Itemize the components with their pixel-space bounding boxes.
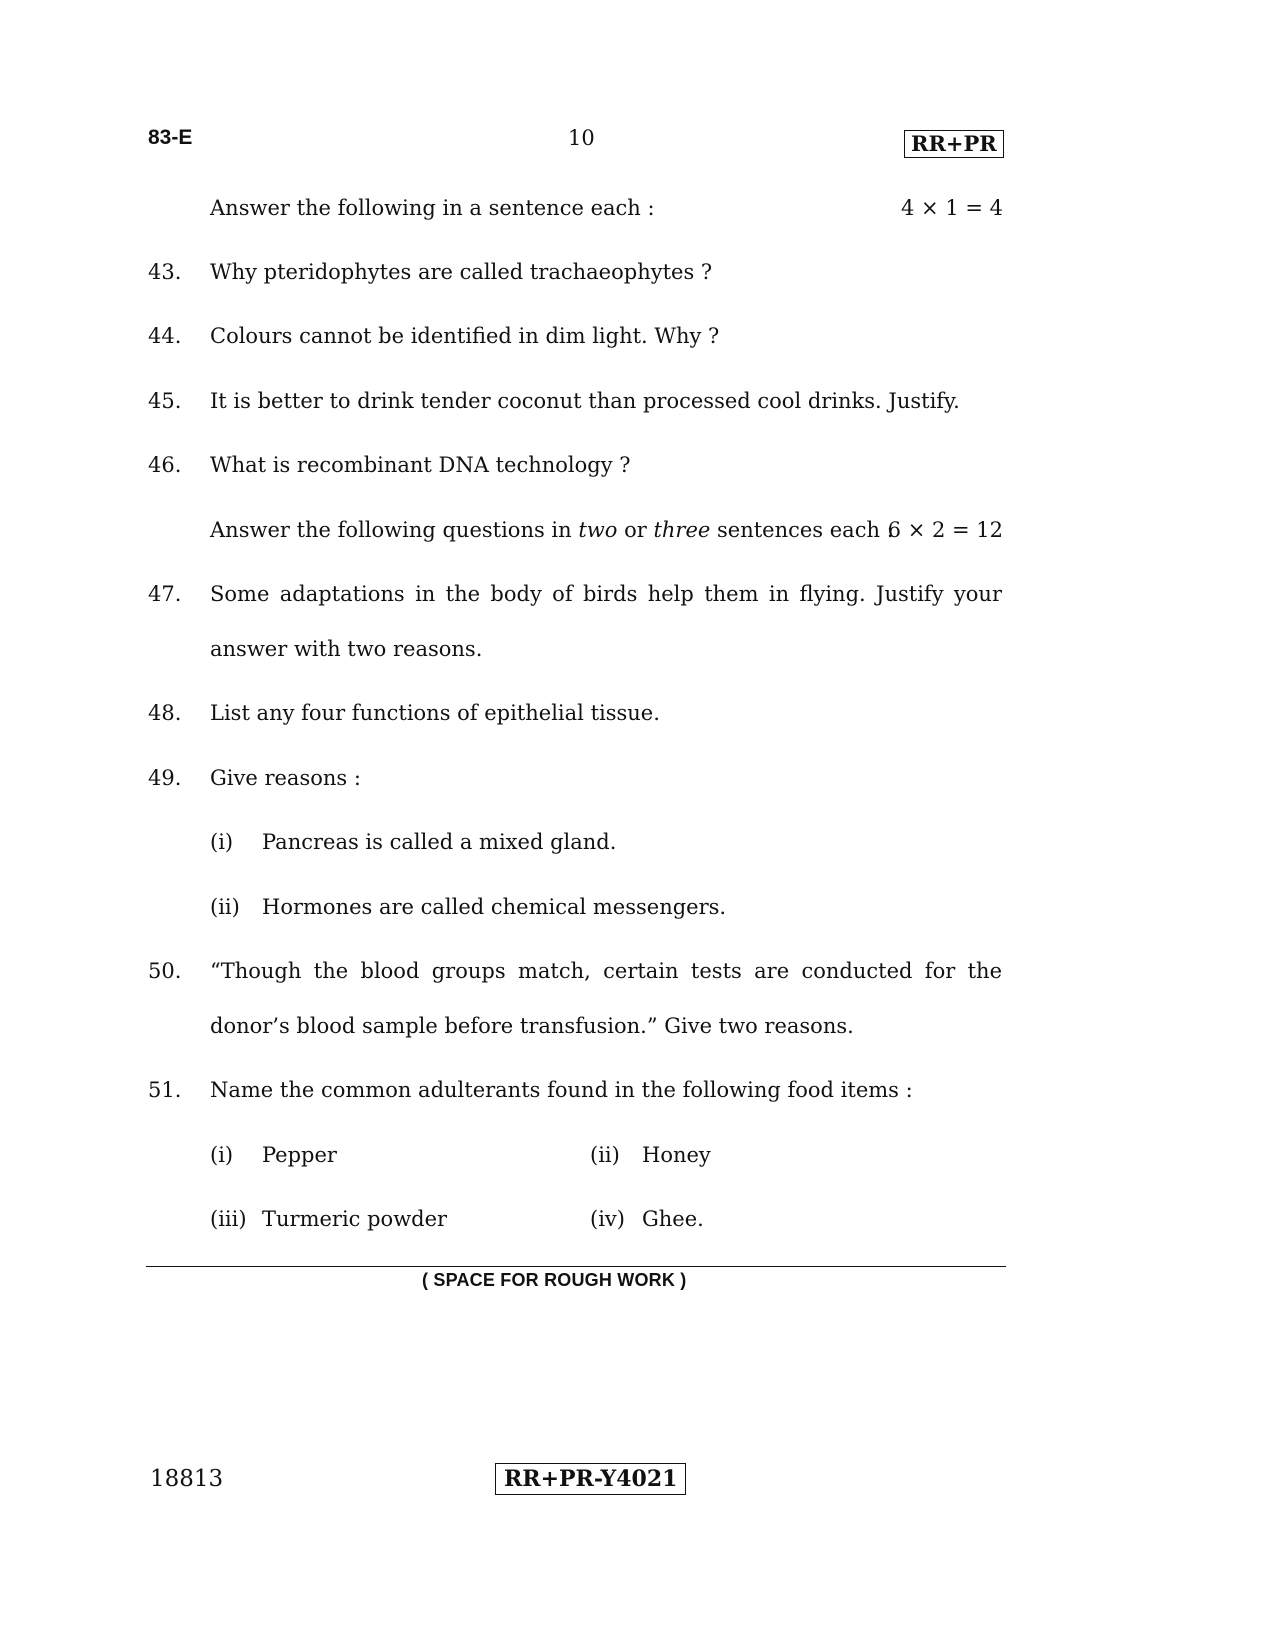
page-number: 10 (568, 126, 595, 150)
sub-item-text: Turmeric powder (262, 1207, 448, 1231)
question-text: It is better to drink tender coconut than processed cool drinks. Justify. (210, 389, 960, 413)
question-number: 45. (148, 389, 182, 413)
instruction-emphasis: two (578, 518, 618, 542)
question-text: Name the common adulterants found in the following food items : (210, 1078, 913, 1102)
question-text: Some adaptations in the body of birds help them in flying. Justify your (210, 582, 1002, 606)
question-text-continuation: answer with two reasons. (210, 637, 483, 661)
sub-item-label: (ii) (590, 1143, 620, 1167)
footer-paper-code: RR+PR-Y4021 (495, 1463, 686, 1495)
question-text: List any four functions of epithelial tissue. (210, 701, 660, 725)
instruction-part: or (617, 518, 654, 542)
question-text: “Though the blood groups match, certain tests are conducted for the (210, 959, 1002, 983)
sub-item-text: Pepper (262, 1143, 337, 1167)
question-number: 46. (148, 453, 182, 477)
sub-item-text: Honey (642, 1143, 711, 1167)
instruction-part: Answer the following questions in (210, 518, 579, 542)
question-number: 47. (148, 582, 182, 606)
sub-item-label: (i) (210, 1143, 234, 1167)
question-text: Give reasons : (210, 766, 361, 790)
rough-work-divider (146, 1266, 1006, 1267)
question-text: Colours cannot be identified in dim light. Why ? (210, 324, 720, 348)
question-text-continuation: donor’s blood sample before transfusion.” Give two reasons. (210, 1014, 854, 1038)
sub-item-text: Pancreas is called a mixed gland. (262, 830, 617, 854)
question-number: 44. (148, 324, 182, 348)
footer-serial: 18813 (150, 1466, 224, 1492)
rough-work-label: ( SPACE FOR ROUGH WORK ) (422, 1270, 687, 1290)
question-number: 49. (148, 766, 182, 790)
question-number: 48. (148, 701, 182, 725)
paper-code: 83-E (148, 126, 193, 149)
question-number: 51. (148, 1078, 182, 1102)
question-number: 50. (148, 959, 182, 983)
instruction-part: sentences each : (710, 518, 894, 542)
section-marks-2: 6 × 2 = 12 (887, 518, 1003, 542)
question-number: 43. (148, 260, 182, 284)
sub-item-label: (ii) (210, 895, 240, 919)
question-text: What is recombinant DNA technology ? (210, 453, 631, 477)
sub-item-label: (iv) (590, 1207, 625, 1231)
sub-item-text: Hormones are called chemical messengers. (262, 895, 727, 919)
instruction-emphasis: three (653, 518, 711, 542)
sub-item-label: (iii) (210, 1207, 247, 1231)
sub-item-text: Ghee. (642, 1207, 704, 1231)
section-instruction-1: Answer the following in a sentence each : (210, 196, 655, 220)
question-text: Why pteridophytes are called trachaeophytes ? (210, 260, 713, 284)
version-badge: RR+PR (904, 130, 1004, 158)
section-instruction-2 (210, 518, 894, 542)
section-marks-1: 4 × 1 = 4 (901, 196, 1003, 220)
sub-item-label: (i) (210, 830, 234, 854)
